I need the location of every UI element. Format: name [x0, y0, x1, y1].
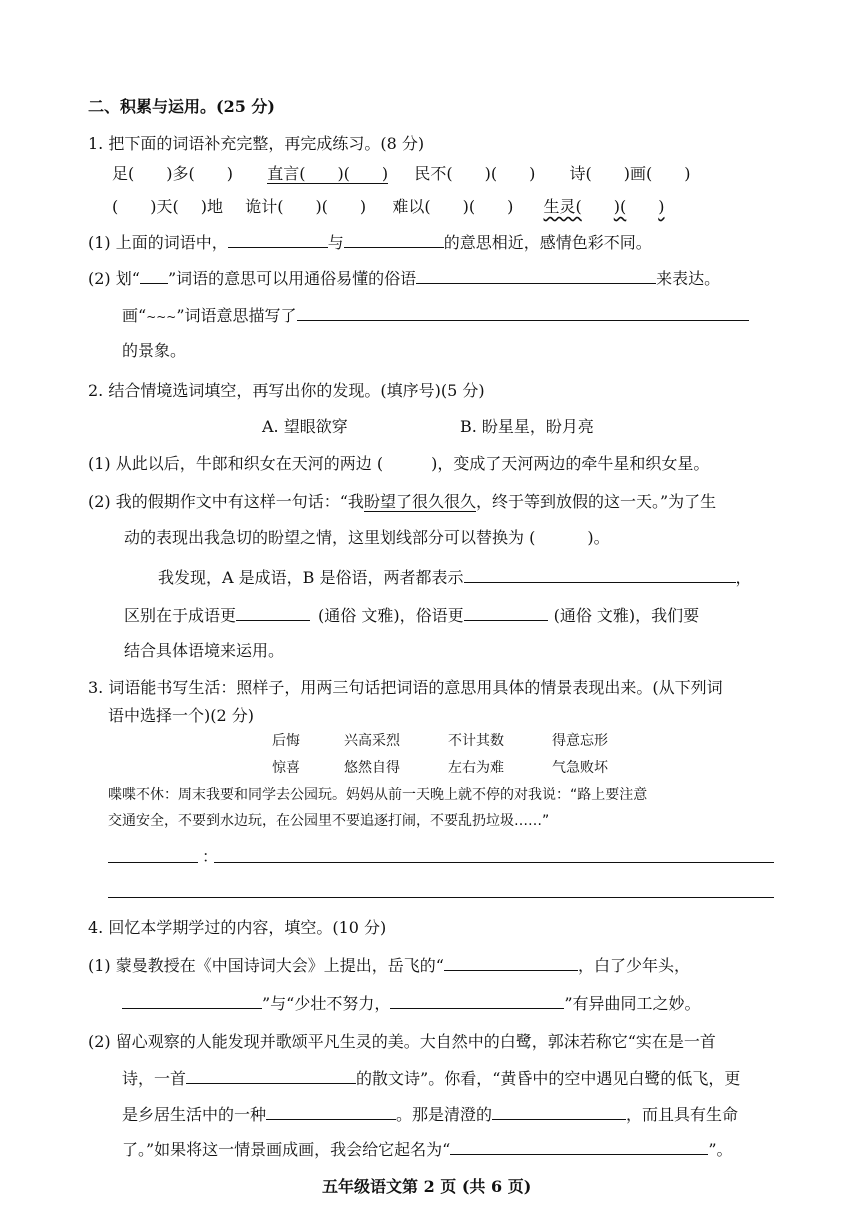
word-blank: ): [684, 164, 691, 183]
answer-blank[interactable]: [390, 992, 564, 1009]
q3-word-blank[interactable]: [108, 862, 198, 863]
word-blank: (: [112, 197, 119, 216]
answer-blank[interactable]: [122, 992, 262, 1009]
word-blank: )(: [484, 164, 498, 183]
q4-sub1: (1) 蒙曼教授在《中国诗词大会》上提出，岳飞的“ ，白了少年头，: [88, 956, 690, 975]
word-blank: 民不(: [414, 164, 453, 183]
q2-sub1: (1) 从此以后，牛郎和织女在天河的两边 ( )，变成了天河两边的牵牛星和织女星。: [88, 454, 710, 473]
section-title: 二、积累与运用。(25 分): [88, 97, 275, 116]
answer-blank[interactable]: [297, 304, 749, 321]
q4-sub1-cont: ”与“少壮不努力， ”有异曲同工之妙。: [122, 992, 701, 1015]
underlined-word: 直言( )( ): [267, 164, 389, 183]
answer-blank[interactable]: [416, 267, 656, 284]
q1-sub3: 画“~~~”词语意思描写了: [122, 304, 749, 328]
answer-blank[interactable]: [236, 604, 310, 621]
q3-colon: ：: [202, 847, 219, 866]
word-blank: )多(: [166, 164, 195, 183]
word-blank: ): [529, 164, 536, 183]
answer-blank[interactable]: [450, 1138, 708, 1155]
q2-finding-1: 我发现，A 是成语，B 是俗语，两者都表示 ，: [158, 568, 752, 587]
q1-sub3-end: 的景象。: [122, 341, 187, 360]
q2-finding-2: 区别在于成语更 (通俗 文雅)，俗语更 (通俗 文雅)，我们要: [124, 606, 700, 625]
q3-word-list-2: 惊喜 悠然自得 左右为难 气急败坏: [272, 760, 608, 776]
q4-title: 4. 回忆本学期学过的内容，填空。(10 分): [88, 918, 387, 937]
q2-option-a: A. 望眼欲穿: [262, 417, 348, 436]
q1-row1: [112, 163, 691, 185]
word-blank: 足(: [112, 164, 135, 183]
q3-example-2: 交通安全，不要到水边玩，在公园里不要追逐打闹，不要乱扔垃圾……”: [108, 813, 550, 829]
answer-blank[interactable]: [492, 1103, 626, 1120]
answer-blank[interactable]: [464, 604, 548, 621]
q4-sub2: (2) 留心观察的人能发现并歌颂平凡生灵的美。大自然中的白鹭，郭沫若称它“实在是一首: [88, 1032, 716, 1051]
q2-option-b: B. 盼星星，盼月亮: [460, 417, 594, 436]
q3-answer-line-1[interactable]: [214, 862, 774, 863]
q3-answer-line-2[interactable]: [108, 897, 774, 898]
q3-example-1: 喋喋不休：周末我要和同学去公园玩。妈妈从前一天晚上就不停的对我说：“路上要注意: [108, 787, 648, 803]
word-blank: ): [226, 164, 233, 183]
answer-blank[interactable]: [344, 231, 444, 248]
word-blank: 难以(: [392, 197, 431, 216]
q3-word-list-1: 后悔 兴高采烈 不计其数 得意忘形: [272, 733, 608, 749]
word-blank: )天(: [150, 197, 179, 216]
q1-sub1: (1) 上面的词语中， 与 的意思相近，感情色彩不同。: [88, 233, 652, 252]
answer-blank[interactable]: [186, 1067, 356, 1084]
q4-sub2-cont-2: 是乡居生活中的一种 。那是清澄的 ，而且具有生命: [122, 1105, 739, 1124]
underlined-phrase: 盼望了很久很久: [363, 492, 476, 511]
word-blank: ): [507, 197, 514, 216]
q2-sub2-cont: 动的表现出我急切的盼望之情，这里划线部分可以替换为 ( )。: [124, 528, 610, 547]
q3-title-1: 3. 词语能书写生活：照样子，用两三句话把词语的意思用具体的情景表现出来。(从下列词: [88, 678, 723, 697]
q1-title: 1. 把下面的词语补充完整，再完成练习。(8 分): [88, 134, 425, 153]
answer-blank[interactable]: [228, 231, 328, 248]
word-blank: 诗(: [569, 164, 592, 183]
q3-title-2: 语中选择一个)(2 分): [108, 706, 254, 725]
word-blank: )地: [200, 197, 223, 216]
answer-blank[interactable]: [464, 566, 736, 583]
q1-row2: [112, 196, 665, 218]
q4-sub2-cont-1: 诗，一首 的散文诗”。你看，“黄昏中的空中遇见白鹭的低飞，更: [122, 1069, 741, 1088]
q2-finding-3: 结合具体语境来运用。: [124, 641, 285, 660]
q1-sub2: (2) 划“ ”词语的意思可以用通俗易懂的俗语 来表达。: [88, 269, 721, 288]
word-blank: ): [359, 197, 367, 216]
q2-sub2: (2) 我的假期作文中有这样一句话：“我盼望了很久很久，终于等到放假的这一天。”为了生: [88, 492, 717, 511]
answer-blank[interactable]: [266, 1103, 396, 1120]
q4-sub2-cont-3: 了。”如果将这一情景画成画，我会给它起名为“ ”。: [122, 1140, 733, 1159]
word-blank: 诡计(: [245, 197, 284, 216]
q2-title: 2. 结合情境选词填空，再写出你的发现。(填序号)(5 分): [88, 381, 485, 400]
wavy-underlined-word: 生灵( )( ): [543, 197, 665, 216]
word-blank: )(: [315, 197, 328, 216]
word-blank: )画(: [623, 164, 653, 183]
word-blank: )(: [462, 197, 476, 216]
answer-blank[interactable]: [444, 954, 578, 971]
page-footer: 五年级语文第 2 页 (共 6 页): [322, 1177, 532, 1196]
